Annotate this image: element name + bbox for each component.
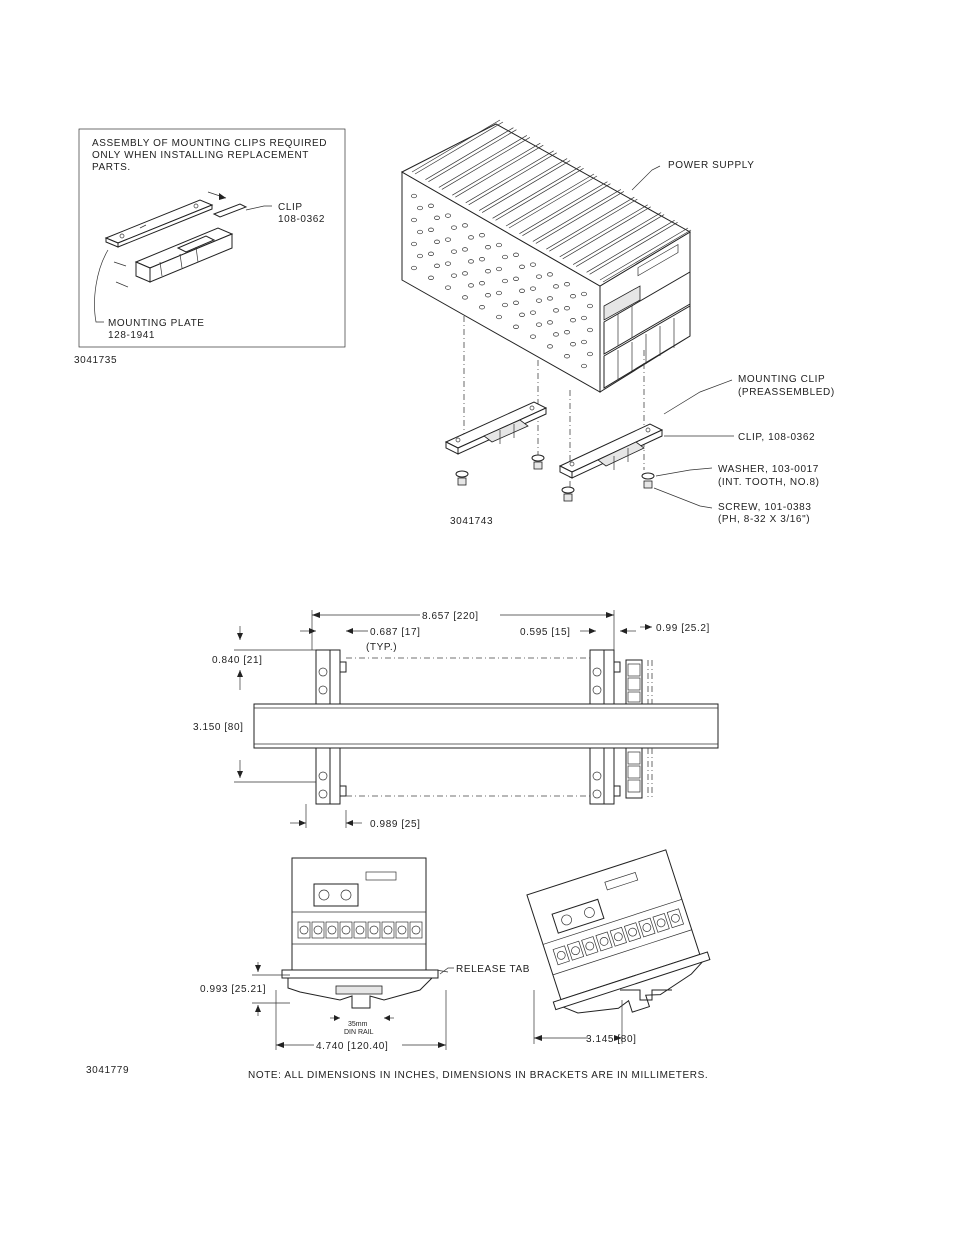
dim-right-offset: 0.595 [15] bbox=[520, 627, 571, 638]
dim-top-offset: 0.840 [21] bbox=[212, 655, 263, 666]
power-supply-label: POWER SUPPLY bbox=[668, 160, 755, 171]
din-rail-label-1: 35mm bbox=[348, 1021, 368, 1028]
dimensions-note: NOTE: ALL DIMENSIONS IN INCHES, DIMENSIONS IN BRACKETS ARE IN MILLIMETERS. bbox=[248, 1070, 709, 1081]
dim-clip-width: 0.687 [17] bbox=[370, 627, 421, 638]
washer-label-1: WASHER, 103-0017 bbox=[718, 464, 819, 475]
inset-drawing-number: 3041735 bbox=[74, 355, 118, 366]
release-tab-label: RELEASE TAB bbox=[456, 964, 531, 975]
inset-plate-label-1: MOUNTING PLATE bbox=[108, 318, 205, 329]
end-view-straight bbox=[282, 858, 448, 1008]
assembly-drawing-number: 3041743 bbox=[450, 516, 494, 527]
mounting-clip-right bbox=[560, 424, 662, 478]
dim-tilt-width: 3.145 [80] bbox=[586, 1034, 637, 1045]
end-view-drawing-number: 3041779 bbox=[86, 1065, 130, 1076]
inset-clip-label-2: 108-0362 bbox=[278, 214, 326, 225]
inset-note-line-3: PARTS. bbox=[92, 162, 131, 173]
inset-panel bbox=[79, 129, 345, 347]
inset-note-line-1: ASSEMBLY OF MOUNTING CLIPS REQUIRED bbox=[92, 138, 328, 149]
mounting-clip-left bbox=[446, 402, 546, 454]
washers-and-screws bbox=[456, 455, 654, 501]
dim-edge: 0.99 [25.2] bbox=[656, 623, 710, 634]
inset-note-line-2: ONLY WHEN INSTALLING REPLACEMENT bbox=[92, 150, 310, 161]
dim-overall-width: 8.657 [220] bbox=[422, 611, 479, 622]
dim-height: 0.993 [25.21] bbox=[200, 984, 267, 995]
top-view bbox=[254, 650, 718, 804]
din-rail bbox=[254, 704, 718, 748]
screw-label-1: SCREW, 101-0383 bbox=[718, 502, 812, 513]
clip-label: CLIP, 108-0362 bbox=[738, 432, 816, 443]
dim-width: 4.740 [120.40] bbox=[316, 1041, 389, 1052]
inset-plate-label-2: 128-1941 bbox=[108, 330, 156, 341]
inset-clip-label-1: CLIP bbox=[278, 202, 303, 213]
din-rail-label-2: DIN RAIL bbox=[344, 1029, 374, 1036]
dim-rail-height: 3.150 [80] bbox=[193, 722, 244, 733]
dim-typ: (TYP.) bbox=[366, 642, 398, 653]
end-view-tilted bbox=[519, 847, 718, 1034]
mounting-clip-label-2: (PREASSEMBLED) bbox=[738, 387, 835, 398]
dim-bottom-offset: 0.989 [25] bbox=[370, 819, 421, 830]
screw-label-2: (PH, 8-32 X 3/16") bbox=[718, 514, 811, 525]
mounting-clip-label-1: MOUNTING CLIP bbox=[738, 374, 826, 385]
washer-label-2: (INT. TOOTH, NO.8) bbox=[718, 477, 820, 488]
power-supply-unit bbox=[402, 120, 691, 392]
